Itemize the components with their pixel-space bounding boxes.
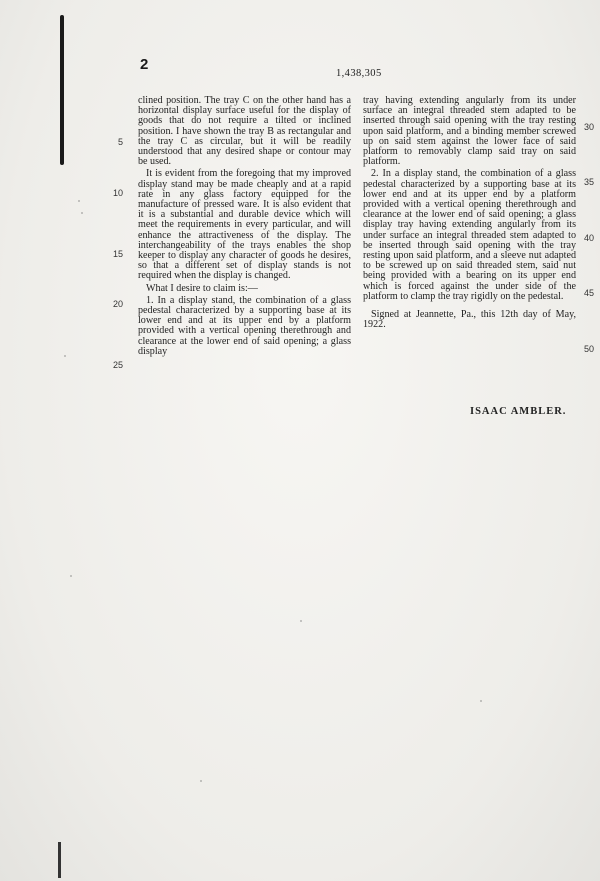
line-number: 40	[584, 233, 595, 243]
line-number: 30	[584, 122, 595, 132]
right-text-column	[363, 96, 576, 330]
scan-speck	[300, 620, 302, 622]
scan-speck	[78, 200, 80, 202]
scan-speck	[480, 700, 482, 702]
paragraph-advantages: It is evident from the foregoing that my improved display stand may be made cheaply and at a rapid rate in any glass factory equipped for the manufacture of pressed ware. It is also evident that it is a substantial and durable device which will meet the requirements in every particular, and will enhance the attractiveness of the display. The interchangeability of the trays enables the shop keeper to display any character of goods he desires, so that a different set of display stands is not required when the display is changed.	[138, 168, 351, 282]
claim-1: 1. In a display stand, the combination of a glass pedestal characterized by a supporting base at its lower end and at its upper end by a platform provided with a vertical opening therethrough and clearance at the lower end of said opening; a glass display	[138, 294, 351, 357]
scan-speck	[81, 212, 83, 214]
scan-speck	[70, 575, 72, 577]
line-number: 5	[118, 137, 124, 147]
scan-speck	[200, 780, 202, 782]
scan-edge-mark-bottom	[58, 842, 61, 878]
claim-2: 2. In a display stand, the combination of a glass pedestal characterized by a supporting base at its lower end and at its upper end by a platform provided with a vertical opening therethrough and clearance at the lower end of said opening; a glass display tray having extending angularly from its under surface an integral threaded stem adapted to be inserted through said opening with the tray resting upon said platform, and a sleeve nut adapted to be screwed up on said threaded stem, said nut being provided with a bearing on its upper end which is forced against the under side of the platform to clamp the tray rigidly on the pedestal.	[363, 168, 576, 302]
claims-intro: What I desire to claim is:—	[146, 282, 258, 294]
line-number: 35	[584, 177, 595, 187]
line-number: 45	[584, 288, 595, 298]
paragraph-continuation: clined position. The tray C on the other hand has a horizontal display surface useful for the display of goods that do not require a tilted or inclined position. I have shown the tray B as rectangular and the tray C as circular, but it will be readily understood that any desired shape or contour may be used.	[138, 95, 351, 168]
line-number: 20	[113, 299, 124, 309]
scan-edge-mark	[60, 15, 64, 165]
patent-number: 1,438,305	[336, 68, 382, 79]
claim-1-continuation: tray having extending angularly from its under surface an integral threaded stem adapted to be inserted through said opening with the tray resting upon said platform, and a binding member screwed up on said stem against the lower face of said platform to removably clamp said tray on said platform.	[363, 95, 576, 168]
signed-statement: Signed at Jeannette, Pa., this 12th day of May, 1922.	[363, 309, 576, 331]
page-number: 2	[140, 56, 149, 73]
left-text-column	[138, 96, 351, 357]
scan-speck	[64, 355, 66, 357]
inventor-signature: ISAAC AMBLER.	[470, 406, 567, 417]
line-number: 10	[113, 188, 124, 198]
line-number: 15	[113, 249, 124, 259]
line-number: 50	[584, 344, 595, 354]
line-number: 25	[113, 360, 124, 370]
